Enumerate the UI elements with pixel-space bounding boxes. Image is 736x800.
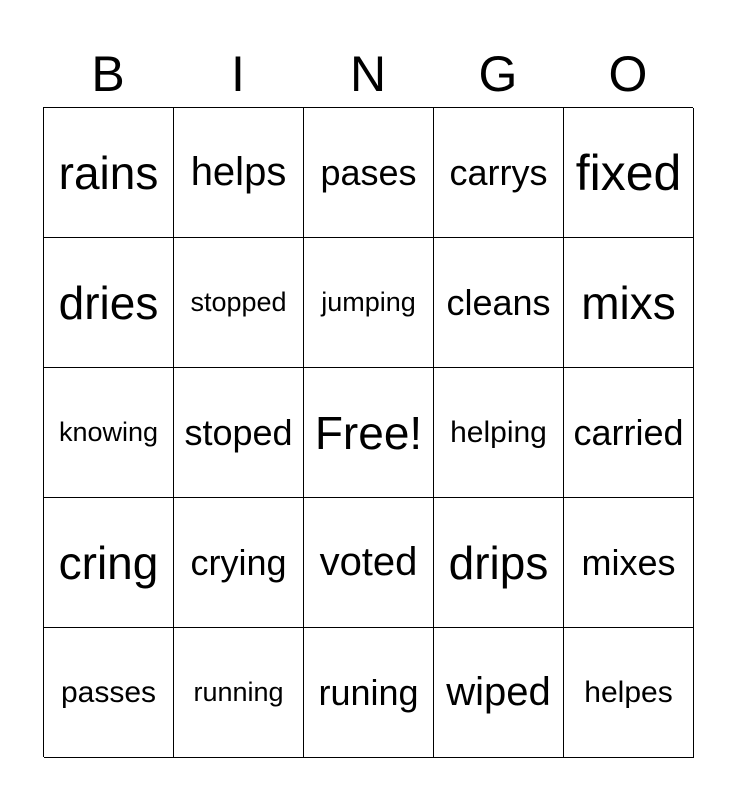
header-letter-b: B	[91, 46, 125, 102]
bingo-cell[interactable]: crying	[174, 498, 304, 628]
bingo-cell[interactable]: passes	[44, 628, 174, 758]
bingo-cell[interactable]: drips	[434, 498, 564, 628]
header-letter-o: O	[608, 46, 648, 102]
bingo-cell[interactable]: pases	[304, 108, 434, 238]
bingo-cell[interactable]: mixes	[564, 498, 694, 628]
bingo-cell[interactable]: knowing	[44, 368, 174, 498]
bingo-cell[interactable]: carrys	[434, 108, 564, 238]
bingo-cell[interactable]: helps	[174, 108, 304, 238]
bingo-cell[interactable]: cring	[44, 498, 174, 628]
bingo-cell[interactable]: rains	[44, 108, 174, 238]
bingo-cell[interactable]: wiped	[434, 628, 564, 758]
bingo-cell[interactable]: stoped	[174, 368, 304, 498]
header-letter-n: N	[349, 46, 387, 102]
bingo-cell[interactable]: fixed	[564, 108, 694, 238]
bingo-board	[43, 107, 693, 757]
bingo-cell[interactable]: runing	[304, 628, 434, 758]
bingo-cell[interactable]: stopped	[174, 238, 304, 368]
bingo-cell[interactable]: helping	[434, 368, 564, 498]
bingo-cell[interactable]: voted	[304, 498, 434, 628]
header-letter-g: G	[478, 46, 518, 102]
bingo-cell[interactable]: mixs	[564, 238, 694, 368]
bingo-header	[43, 40, 693, 108]
bingo-cell[interactable]: running	[174, 628, 304, 758]
bingo-cell[interactable]: cleans	[434, 238, 564, 368]
bingo-cell[interactable]: carried	[564, 368, 694, 498]
header-letter-i: I	[231, 46, 245, 102]
bingo-cell[interactable]: jumping	[304, 238, 434, 368]
bingo-cell[interactable]: helpes	[564, 628, 694, 758]
bingo-cell[interactable]: dries	[44, 238, 174, 368]
free-space-cell[interactable]: Free!	[304, 368, 434, 498]
